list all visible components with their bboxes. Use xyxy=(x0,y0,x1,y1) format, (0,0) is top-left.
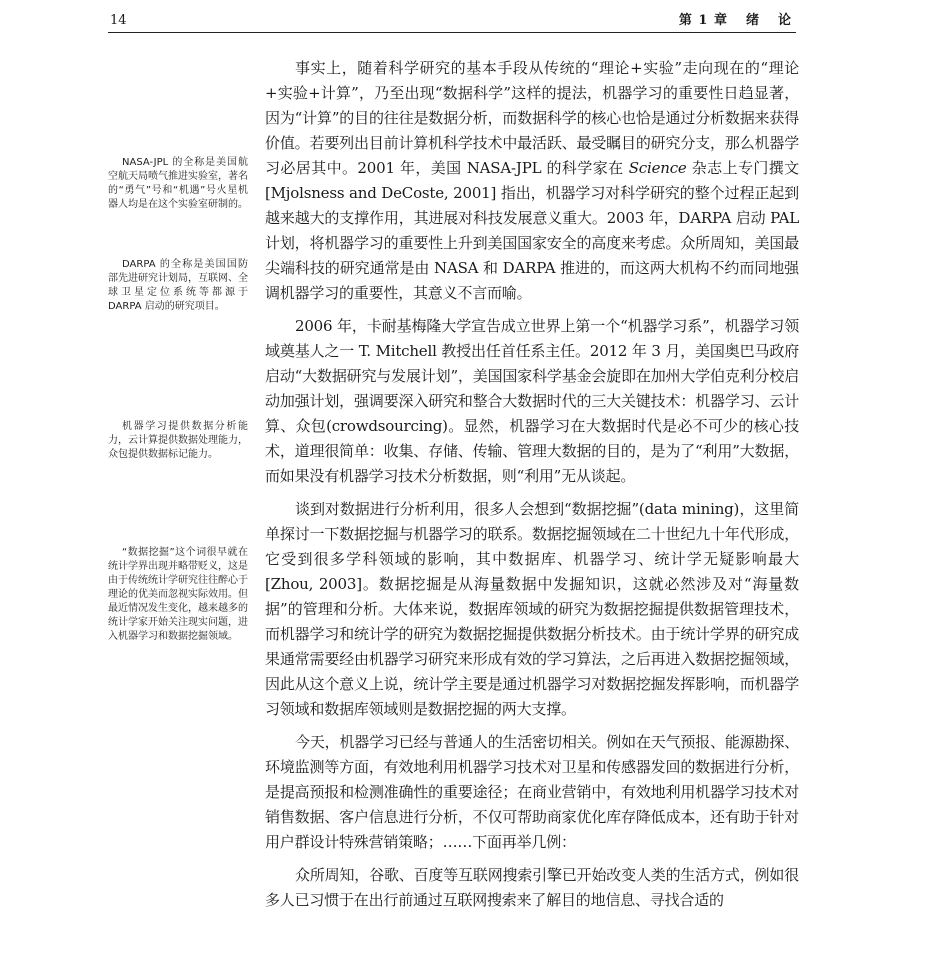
paragraph-3: 谈到对数据进行分析利用，很多人会想到“数据挖掘”(data mining)，这里简单探讨一下数据挖掘与机器学习的联系。数据挖掘领域在二十世纪九十年代形成，它受到很多学科领域的影响，其中数据库、机器学习、统计学无疑影响最大 [Zhou, 2003]。数据挖掘是从海量数据中发掘知识，这就必然涉及对“海量数据”的管理和分析。大体来说，数据库领域的研究为数据挖掘提供数据管理技术，而机器学习和统计学的研究为数据挖掘提供数据分析技术。由于统计学界的研究成果通常需要经由机器学习研究来形成有效的学习算法，之后再进入数据挖掘领域，因此从这个意义上说，统计学主要是通过机器学习对数据挖掘发挥影响，而机器学习领域和数据库领域则是数据挖掘的两大支撑。 xyxy=(265,500,799,718)
paragraph-5: 众所周知，谷歌、百度等互联网搜索引擎已开始改变人类的生活方式，例如很多人已习惯于在出行前通过互联网搜索来了解目的地信息、寻找合适的 xyxy=(265,866,799,909)
paragraph-1-part-a: 事实上，随着科学研究的基本手段从传统的“理论+实验”走向现在的“理论+实验+计算”，乃至出现“数据科学”这样的提法，机器学习的重要性日趋显著，因为“计算”的目的往往是数据分析，而数据科学的核心也恰是通过分析数据来获得价值。若要列出目前计算机科学技术中最活跃、最受瞩目的研究分支，那么机器学习必居其中。2001 年，美国 NASA-JPL 的科学家在 xyxy=(265,59,799,177)
chapter-title xyxy=(673,10,792,32)
paragraph-1-part-b: 杂志上专门撰文 [Mjolsness and DeCoste, 2001] 指出，机器学习对科学研究的整个过程正起到越来越大的支撑作用，其进展对科技发展意义重大。2003 年，DARPA 启动 PAL 计划，将机器学习的重要性上升到美国国家安全的高度来考虑。众所周知，美国最尖端科技的研究通常是由 NASA 和 DARPA 推进的，而这两大机构不约而同地强调机器学习的重要性，其意义不言而喻。 xyxy=(265,159,799,302)
paragraph-4: 今天，机器学习已经与普通人的生活密切相关。例如在天气预报、能源勘探、环境监测等方面，有效地利用机器学习技术对卫星和传感器发回的数据进行分析，是提高预报和检测准确性的重要途径；在商业营销中，有效地利用机器学习技术对销售数据、客户信息进行分析，不仅可帮助商家优化库存降低成本，还有助于针对用户群设计特殊营销策略；……下面再举几例： xyxy=(265,733,799,851)
chapter-label: 第 1 章 xyxy=(678,13,728,28)
page-number: 14 xyxy=(110,13,127,28)
chapter-title-char-1: 绪 xyxy=(745,13,760,28)
sidenote-nasa-jpl: NASA-JPL 的全称是美国航空航天局喷气推进实验室，著名的“勇气”号和“机遇”号火星机器人均是在这个实验室研制的。 xyxy=(108,157,248,210)
paragraph-2: 2006 年，卡耐基梅隆大学宣告成立世界上第一个“机器学习系”，机器学习领域奠基人之一 T. Mitchell 教授出任首任系主任。2012 年 3 月，美国奥巴马政府启动“大数据研究与发展计划”，美国国家科学基金会旋即在加州大学伯克利分校启动加强计划，强调要深入研究和整合大数据时代的三大关键技术：机器学习、云计算、众包(crowdsourcing)。显然，机器学习在大数据时代是必不可少的核心技术，道理很简单：收集、存储、传输、管理大数据的目的，是为了“利用”大数据，而如果没有机器学习技术分析数据，则“利用”无从谈起。 xyxy=(265,317,799,485)
sidenote-darpa: DARPA 的全称是美国国防部先进研究计划局，互联网、全球卫星定位系统等都源于 DARPA 启动的研究项目。 xyxy=(108,259,248,312)
sidenote-data-mining: “数据挖掘”这个词很早就在统计学界出现并略带贬义，这是由于传统统计学研究往往醉心于理论的优美而忽视实际效用。但最近情况发生变化，越来越多的统计学家开始关注现实问题，进入机器学习和数据挖掘领域。 xyxy=(108,547,248,642)
main-text xyxy=(265,56,799,921)
chapter-title-char-2: 论 xyxy=(777,13,792,28)
sidenote-ml-cloud-crowd: 机器学习提供数据分析能力，云计算提供数据处理能力，众包提供数据标记能力。 xyxy=(108,421,248,460)
journal-name: Science xyxy=(628,159,687,177)
page-header xyxy=(108,10,796,33)
paragraph-1 xyxy=(265,56,799,306)
